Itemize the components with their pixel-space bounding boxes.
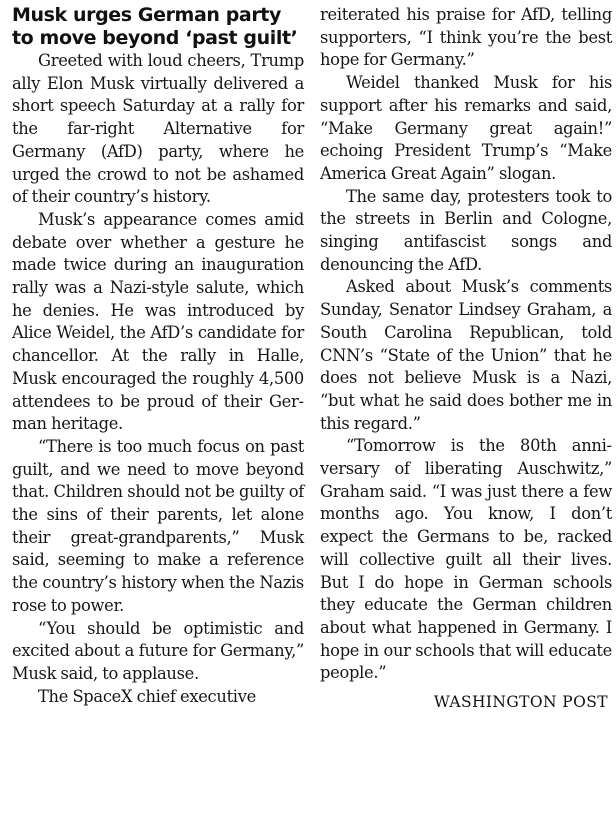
paragraph-5-start: The SpaceX chief executive [38,686,256,706]
paragraph-6: Weidel thanked Musk for his support after his remarks and said, “Make Germany great again!” echoing President Trump’s “Make America Great Again” slogan. [320,73,612,183]
article-columns [12,4,610,826]
paragraph-7: The same day, protesters took to the streets in Berlin and Cologne, singing antifascist songs and denouncing the AfD. [320,186,612,274]
paragraph-2: Musk’s appearance comes amid debate over whether a gesture he made twice during an inauguration rally was a Nazi-style salute, which he denies. He was introduced by Alice Weidel, the AfD’s candidate for chancellor. At the rally in Halle, Musk encouraged the roughly 4,500 attendees to be proud of their German heritage. [12,209,304,434]
paragraph-8: Asked about Musk’s comments Sunday, Senator Lindsey Graham, a South Carolina Republican, told CNN’s “State of the Union” that he does not believe Musk is a Nazi, “but what he said does bother me in this regard.” [320,277,612,433]
source-credit: WASHINGTON POST [433,693,608,712]
column-left [12,4,304,826]
paragraph-3: “There is too much focus on past guilt, and we need to move beyond that. Children should not be guilty of the sins of their parents, let alone their great-grandparents,” Musk said, seeming to make a reference the country’s history when the Nazis rose to power. [12,436,304,615]
paragraph-1: Greeted with loud cheers, Trump ally Elon Musk virtually delivered a short speech Saturday at a rally for the far-right Alternative for Germany (AfD) party, where he urged the crowd to not be ashamed of their country’s history. [12,51,304,207]
headline: Musk urges German party to move beyond ‘past guilt’ [12,4,298,49]
paragraph-9: “Tomorrow is the 80th anniversary of liberating Auschwitz,” Graham said. “I was just there a few months ago. You know, I don’t expect the Germans to be, racked will collective guilt all their lives. But I do hope in German schools they educate the German children about what happened in Germany. I hope in our schools that will educate people.” [320,436,612,683]
paragraph-4: “You should be optimistic and excited about a future for Germany,” Musk said, to applause. [12,618,304,683]
column-right [320,4,612,826]
paragraph-5-continued: reiterated his praise for AfD, telling supporters, “I think you’re the best hope for Germany.” [320,5,612,70]
